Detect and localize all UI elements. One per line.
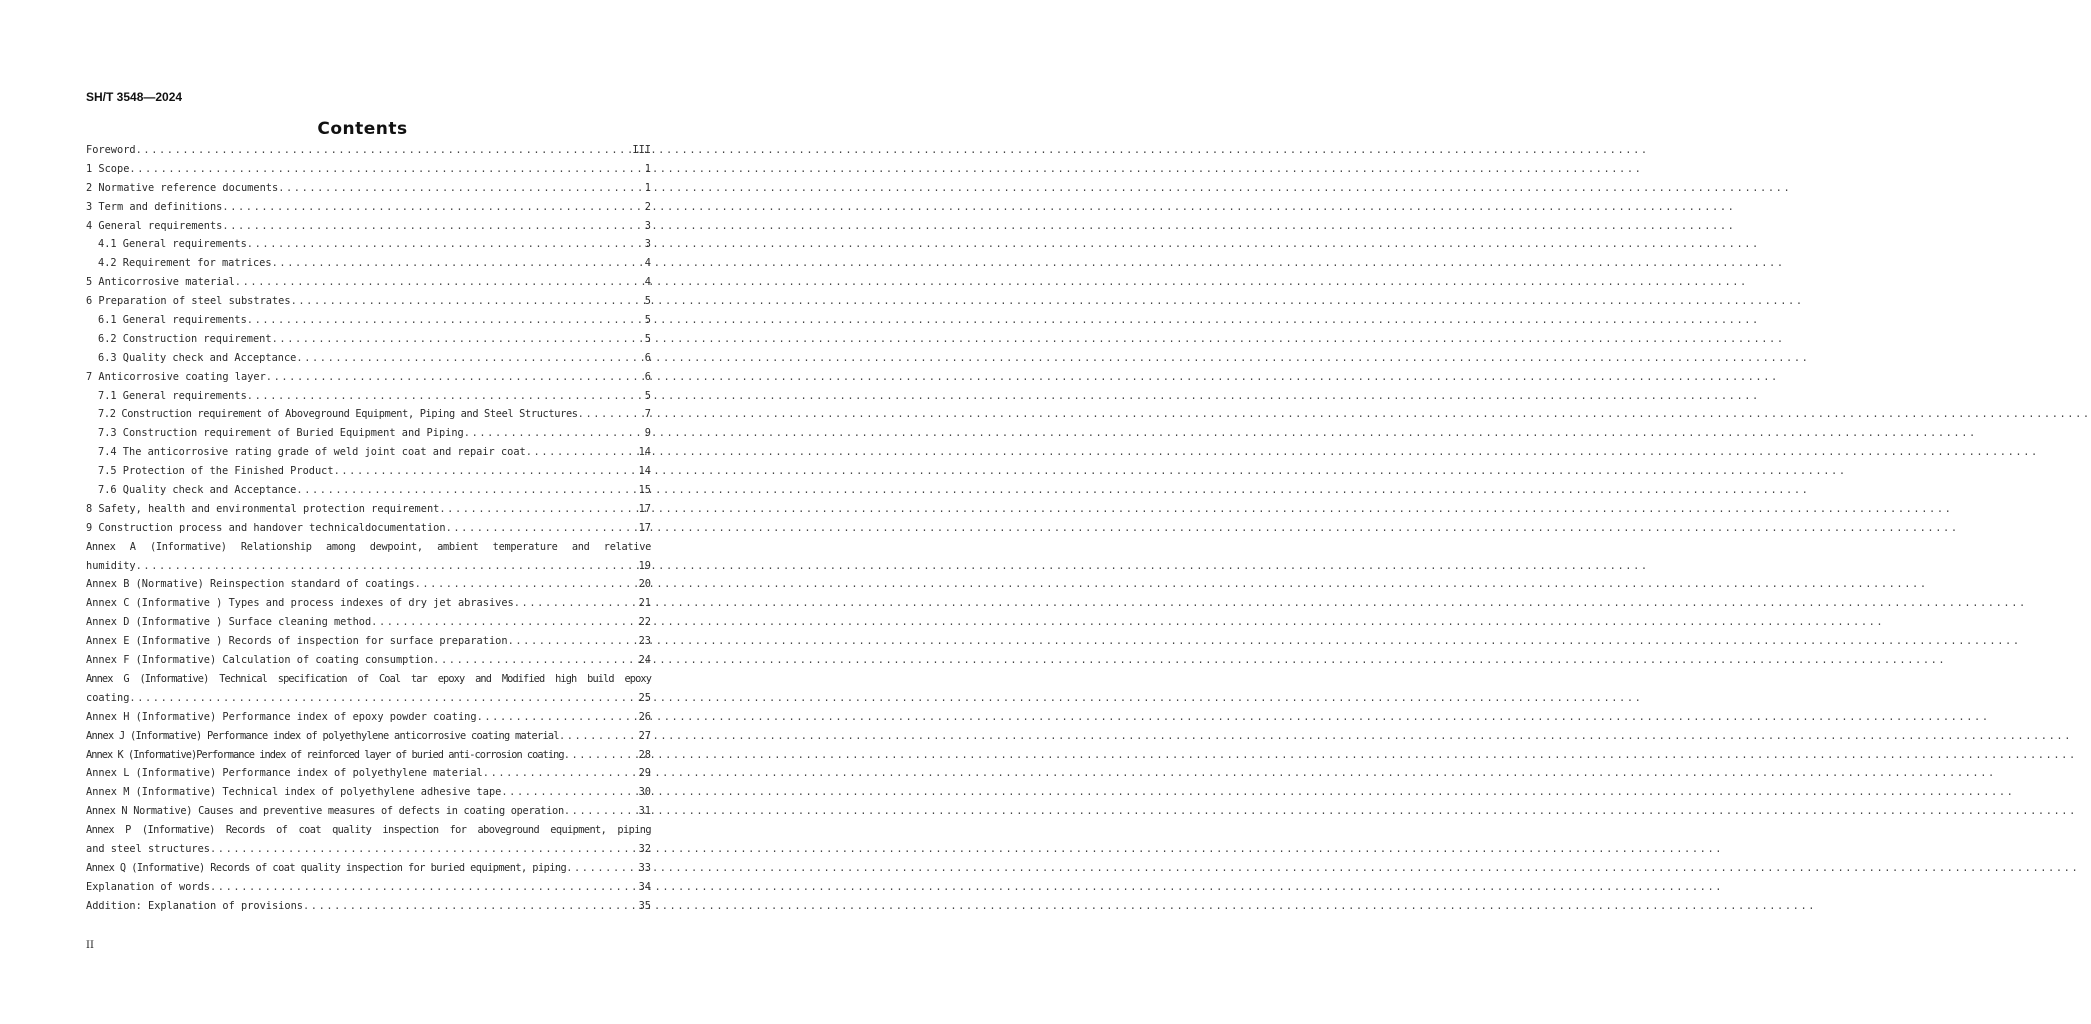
toc-entry-annex-p[interactable]: Annex P (Informative) Records of coat quality inspection for aboveground equipment, piping (86, 824, 651, 837)
page-number: II (86, 940, 94, 951)
toc-entry-explanation-of-words[interactable]: Explanation of words ..... 34 (86, 878, 651, 897)
toc-entry-preparation[interactable]: 6 Preparation of steel substrates ..... 5 (86, 292, 651, 311)
toc-entry-annex-j[interactable]: Annex J (Informative) Performance index of polyethylene anticorrosive coating material ..... 27 (86, 727, 651, 746)
toc-entry-annex-e[interactable]: Annex E (Informative ) Records of inspection for surface preparation ..... 23 (86, 632, 651, 651)
toc-entry-annex-m[interactable]: Annex M (Informative) Technical index of polyethylene adhesive tape ..... 30 (86, 783, 651, 802)
toc-entry-annex-l[interactable]: Annex L (Informative) Performance index of polyethylene material ..... 29 (86, 764, 651, 783)
toc-entry-annex-h[interactable]: Annex H (Informative) Performance index of epoxy powder coating ..... 26 (86, 708, 651, 727)
toc-entry-terms[interactable]: 3 Term and definitions ..... 2 (86, 198, 651, 217)
toc-entry-annex-f[interactable]: Annex F (Informative) Calculation of coating consumption ..... 24 (86, 651, 651, 670)
toc-entry-addition[interactable]: Addition: Explanation of provisions ..... 35 (86, 897, 651, 916)
toc-entry-annex-g-cont[interactable]: coating ..... 25 (86, 689, 651, 708)
toc-entry-4-2[interactable]: 4.2 Requirement for matrices ..... 4 (86, 254, 651, 273)
toc-entry-7-3[interactable]: 7.3 Construction requirement of Buried Equipment and Piping ..... 9 (86, 424, 651, 443)
toc-entry-7-2[interactable]: 7.2 Construction requirement of Aboveground Equipment, Piping and Steel Structures ..... 7 (86, 405, 651, 424)
toc-entry-4-1[interactable]: 4.1 General requirements ..... 3 (86, 235, 651, 254)
toc-entry-annex-n[interactable]: Annex N Normative) Causes and preventive measures of defects in coating operation ..... 31 (86, 802, 651, 821)
toc-entry-annex-g[interactable]: Annex G (Informative) Technical specification of Coal tar epoxy and Modified high build epoxy (86, 672, 651, 685)
standard-code: SH/T 3548—2024 (86, 90, 183, 104)
toc-entry-annex-p-cont[interactable]: and steel structures ..... 32 (86, 840, 651, 859)
toc-entry-annex-c[interactable]: Annex C (Informative ) Types and process indexes of dry jet abrasives ..... 21 (86, 594, 651, 613)
toc-entry-6-2[interactable]: 6.2 Construction requirement ..... 5 (86, 330, 651, 349)
toc-entry-annex-a-cont[interactable]: humidity ..... 19 (86, 557, 651, 576)
toc-entry-6-3[interactable]: 6.3 Quality check and Acceptance ..... 6 (86, 349, 651, 368)
toc-entry-scope[interactable]: 1 Scope ..... 1 (86, 160, 651, 179)
page-title: Contents (317, 119, 408, 139)
toc-entry-safety[interactable]: 8 Safety, health and environmental protection requirement ..... 17 (86, 500, 651, 519)
toc-entry-7-5[interactable]: 7.5 Protection of the Finished Product ..... 14 (86, 462, 651, 481)
toc-entry-annex-q[interactable]: Annex Q (Informative) Records of coat quality inspection for buried equipment, piping ..... 33 (86, 859, 651, 878)
toc-entry-7-6[interactable]: 7.6 Quality check and Acceptance ..... 15 (86, 481, 651, 500)
toc-entry-coating-layer[interactable]: 7 Anticorrosive coating layer ..... 6 (86, 368, 651, 387)
toc-entry-foreword[interactable]: Foreword ..... III (86, 141, 651, 160)
toc-entry-annex-a[interactable]: Annex A (Informative) Relationship among dewpoint, ambient temperature and relative (86, 540, 651, 553)
toc-entry-annex-b[interactable]: Annex B (Normative) Reinspection standard of coatings ..... 20 (86, 575, 651, 594)
table-of-contents (86, 141, 651, 916)
toc-entry-anticorrosive-material[interactable]: 5 Anticorrosive material ..... 4 (86, 273, 651, 292)
toc-entry-7-1[interactable]: 7.1 General requirements ..... 5 (86, 387, 651, 406)
toc-entry-normative-references[interactable]: 2 Normative reference documents ..... 1 (86, 179, 651, 198)
toc-entry-annex-d[interactable]: Annex D (Informative ) Surface cleaning method ..... 22 (86, 613, 651, 632)
document-page (0, 0, 725, 1024)
toc-entry-general-requirements[interactable]: 4 General requirements ..... 3 (86, 217, 651, 236)
toc-entry-handover[interactable]: 9 Construction process and handover technicaldocumentation ..... 17 (86, 519, 651, 538)
toc-entry-annex-k[interactable]: Annex K (Informative)Performance index of reinforced layer of buried anti-corrosion coating ..... 28 (86, 746, 651, 765)
toc-entry-6-1[interactable]: 6.1 General requirements ..... 5 (86, 311, 651, 330)
toc-entry-7-4[interactable]: 7.4 The anticorrosive rating grade of weld joint coat and repair coat ..... 14 (86, 443, 651, 462)
